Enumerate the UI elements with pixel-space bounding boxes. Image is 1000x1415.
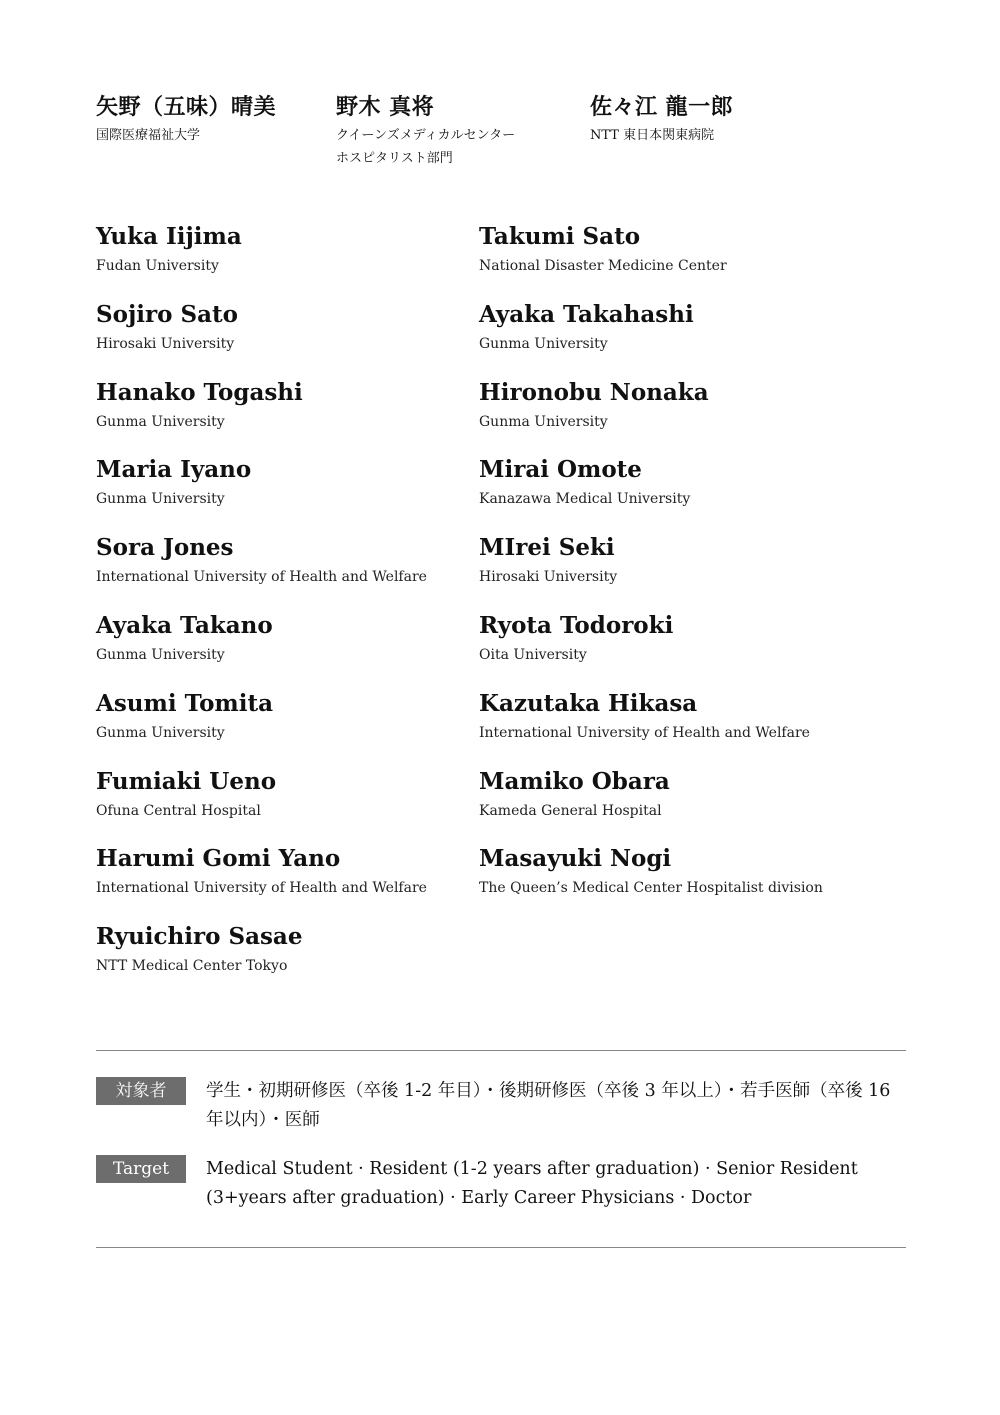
target-japanese <box>96 1077 906 1135</box>
member-affiliation: NTT Medical Center Tokyo <box>96 958 288 975</box>
member-name: Sojiro Sato <box>96 300 238 328</box>
member-affiliation: International University of Health and Welfare <box>479 724 810 741</box>
member-affiliation: Hirosaki University <box>96 335 235 352</box>
member-card <box>96 378 479 456</box>
ja-member-yano <box>96 92 336 170</box>
member-affiliation: Gunma University <box>96 724 225 741</box>
member-card <box>479 378 906 456</box>
member-name: Takumi Sato <box>479 223 641 250</box>
member-name: Ryuichiro Sasae <box>96 923 303 951</box>
member-card <box>479 300 906 378</box>
member-affiliation: Kanazawa Medical University <box>479 491 691 508</box>
member-affiliation: Gunma University <box>479 335 608 352</box>
member-list <box>96 222 906 1000</box>
member-name: Maria Iyano <box>96 456 252 484</box>
member-name: Ayaka Takano <box>96 611 273 639</box>
member-affiliation: National Disaster Medicine Center <box>479 258 727 274</box>
member-name: Sora Jones <box>96 534 234 562</box>
target-text-ja: 学生・初期研修医（卒後 1-2 年目）・後期研修医（卒後 3 年以上）・若手医師（卒後 16 年以内）・医師 <box>206 1081 891 1130</box>
member-affiliation: Gunma University <box>479 413 608 430</box>
member-name: Hanako Togashi <box>96 378 303 406</box>
member-card <box>96 922 479 1000</box>
member-name: Asumi Tomita <box>96 689 274 717</box>
member-affiliation: Fudan University <box>96 258 219 274</box>
divider-bottom <box>96 1247 906 1248</box>
member-card <box>479 767 906 845</box>
member-card <box>479 222 906 300</box>
member-affiliation: Gunma University <box>96 413 225 430</box>
target-english <box>96 1155 906 1213</box>
member-name: 佐々江 龍一郎 <box>590 94 734 120</box>
member-card <box>96 533 479 611</box>
member-card <box>479 455 906 533</box>
target-label-ja: 対象者 <box>96 1077 186 1105</box>
member-name: Harumi Gomi Yano <box>96 845 341 873</box>
member-affiliation: 国際医療福祉大学 <box>96 128 201 143</box>
member-card <box>96 844 479 922</box>
member-affiliation <box>336 124 590 170</box>
member-card <box>479 611 906 689</box>
member-affiliation: Gunma University <box>96 491 225 508</box>
member-card <box>479 844 906 922</box>
member-name: Ayaka Takahashi <box>479 300 694 328</box>
affiliation-line: ホスピタリスト部門 <box>336 151 453 166</box>
member-affiliation: Hirosaki University <box>479 569 618 586</box>
member-name: Mirai Omote <box>479 456 642 484</box>
member-card <box>96 300 479 378</box>
member-card <box>479 689 906 767</box>
member-card <box>479 533 906 611</box>
member-name: 矢野（五味）晴美 <box>96 94 277 120</box>
divider-top <box>96 1050 906 1051</box>
member-name: 野木 真将 <box>336 94 435 120</box>
member-affiliation: Gunma University <box>96 646 225 663</box>
target-text-en: Medical Student · Resident (1-2 years after graduation) · Senior Resident (3+years after graduation) · Early Career Physicians · Doctor <box>206 1159 858 1208</box>
member-name: Mamiko Obara <box>479 767 670 795</box>
member-name: Fumiaki Ueno <box>96 767 277 795</box>
ja-member-nogi <box>336 92 590 170</box>
target-label-en: Target <box>96 1155 186 1183</box>
member-name: Ryota Todoroki <box>479 611 674 639</box>
member-affiliation: International University of Health and Welfare <box>96 569 427 586</box>
member-affiliation: Ofuna Central Hospital <box>96 802 261 819</box>
member-affiliation: Oita University <box>479 646 587 663</box>
member-name: Masayuki Nogi <box>479 845 672 873</box>
japanese-members <box>96 92 810 170</box>
ja-member-sasae <box>590 92 810 170</box>
affiliation-line: クイーンズメディカルセンター <box>336 128 516 143</box>
member-affiliation: Kameda General Hospital <box>479 802 662 819</box>
member-affiliation: The Queen’s Medical Center Hospitalist division <box>479 880 823 897</box>
member-affiliation: NTT 東日本関東病院 <box>590 128 715 143</box>
member-card <box>96 222 479 300</box>
member-card <box>96 767 479 845</box>
member-card <box>96 611 479 689</box>
member-card <box>96 689 479 767</box>
member-name: MIrei Seki <box>479 534 615 562</box>
member-name: Yuka Iijima <box>96 223 242 250</box>
member-card <box>96 455 479 533</box>
member-name: Hironobu Nonaka <box>479 378 709 406</box>
member-affiliation: International University of Health and Welfare <box>96 880 427 897</box>
member-name: Kazutaka Hikasa <box>479 689 698 717</box>
